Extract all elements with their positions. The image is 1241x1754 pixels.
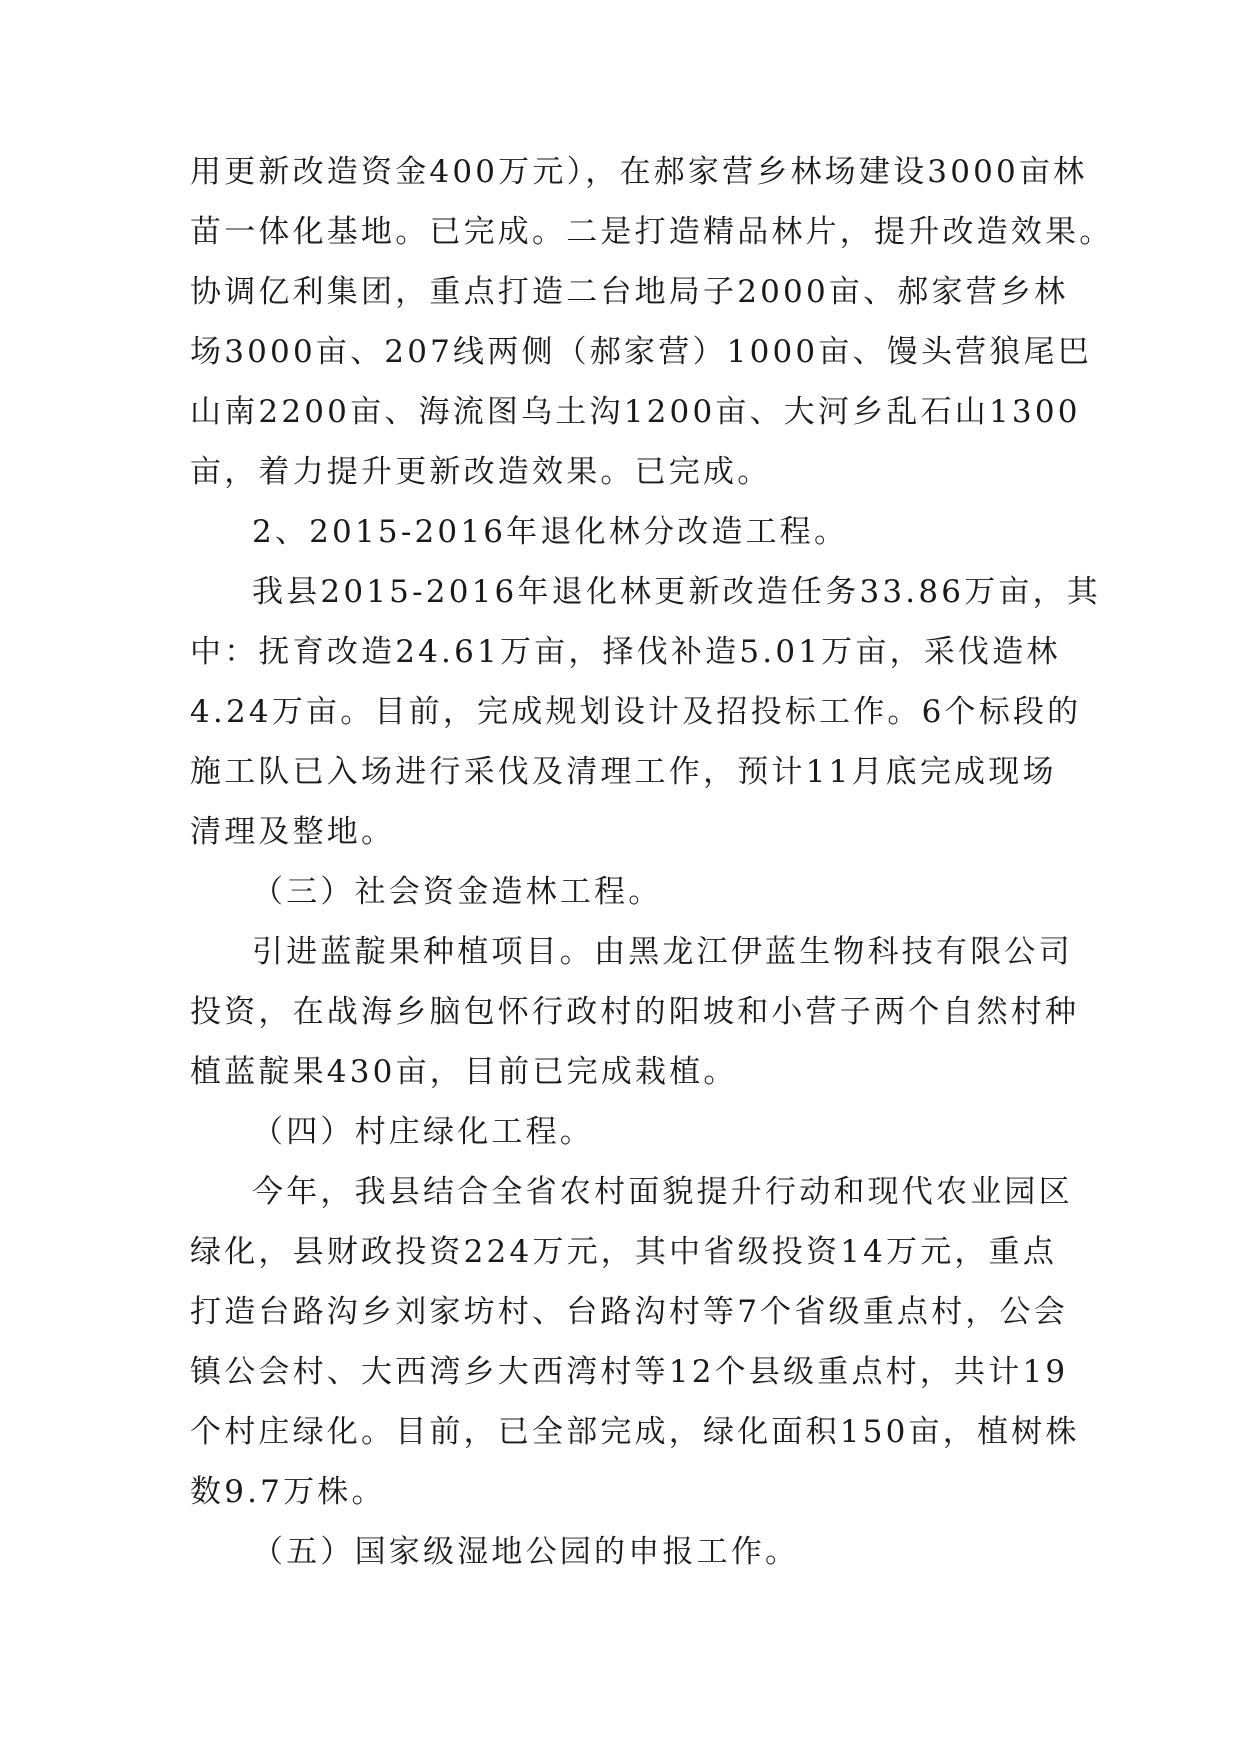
text-line: 今年，我县结合全省农村面貌提升行动和现代农业园区 [252,1174,1073,1210]
text-line: 投资，在战海乡脑包怀行政村的阳坡和小营子两个自然村种 [190,994,1080,1030]
text-line: 个村庄绿化。目前，已全部完成，绿化面积150亩，植树株 [190,1414,1080,1450]
text-line: 场3000亩、207线两侧（郝家营）1000亩、馒头营狼尾巴 [190,334,1092,370]
text-line: 中：抚育改造24.61万亩，择伐补造5.01万亩，采伐造林 [190,634,1061,670]
section-heading: （四）村庄绿化工程。 [252,1114,594,1150]
text-line: 山南2200亩、海流图乌土沟1200亩、大河乡乱石山1300 [190,394,1081,430]
text-line: 协调亿利集团，重点打造二台地局子2000亩、郝家营乡林 [190,274,1069,310]
text-line: 数9.7万株。 [190,1474,386,1510]
text-line: 亩，着力提升更新改造效果。已完成。 [190,454,772,490]
section-heading: 2、2015-2016年退化林分改造工程。 [252,514,849,550]
text-line: 施工队已入场进行采伐及清理工作，预计11月底完成现场 [190,754,1057,790]
text-line: 引进蓝靛果种植项目。由黑龙江伊蓝生物科技有限公司 [252,934,1073,970]
text-line: 清理及整地。 [190,814,396,850]
text-line: 打造台路沟乡刘家坊村、台路沟村等7个省级重点村，公会 [190,1294,1068,1330]
text-line: 绿化，县财政投资224万元，其中省级投资14万元，重点 [190,1234,1058,1270]
text-line: 镇公会村、大西湾乡大西湾村等12个县级重点村，共计19 [190,1354,1069,1390]
section-heading: （五）国家级湿地公园的申报工作。 [252,1534,800,1570]
text-line: 用更新改造资金400万元），在郝家营乡林场建设3000亩林 [190,154,1088,190]
text-line: 苗一体化基地。已完成。二是打造精品林片，提升改造效果。 [190,214,1114,250]
text-line: 4.24万亩。目前，完成规划设计及招投标工作。6个标段的 [190,694,1082,730]
text-line: 我县2015-2016年退化林更新改造任务33.86万亩，其 [252,574,1102,610]
section-heading: （三）社会资金造林工程。 [252,874,663,910]
text-line: 植蓝靛果430亩，目前已完成栽植。 [190,1054,738,1090]
